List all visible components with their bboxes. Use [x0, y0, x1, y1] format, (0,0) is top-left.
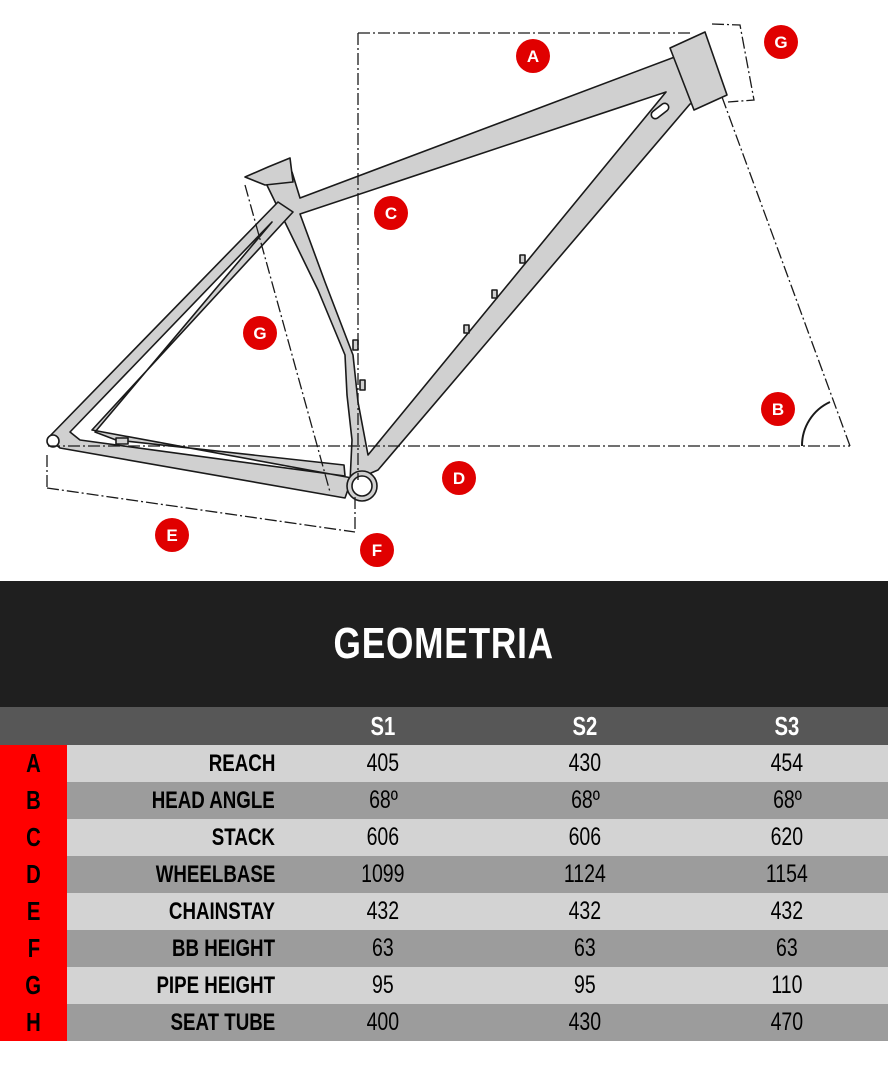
- row-value-s3: 470: [686, 1004, 888, 1041]
- label-e-badge: [155, 518, 189, 552]
- row-letter: D: [0, 856, 67, 893]
- table-row: [0, 782, 888, 819]
- row-value-s3: 63: [686, 930, 888, 967]
- bottle-boss: [492, 290, 497, 298]
- row-letter: E: [0, 893, 67, 930]
- header-empty: [0, 707, 67, 745]
- head-angle-line: [722, 97, 850, 446]
- label-c-text: C: [384, 204, 398, 223]
- row-letter: F: [0, 930, 67, 967]
- row-value-s2: 1124: [484, 856, 686, 893]
- bottle-boss: [360, 380, 365, 390]
- row-name: SEAT TUBE: [67, 1004, 282, 1041]
- geometry-title-bar: [0, 581, 888, 707]
- row-letter: C: [0, 819, 67, 856]
- row-letter: H: [0, 1004, 67, 1041]
- size-header-row: [0, 707, 888, 745]
- table-row: [0, 893, 888, 930]
- label-d-text: D: [452, 469, 466, 488]
- rear-dropout: [47, 435, 59, 447]
- table-row: [0, 1004, 888, 1041]
- row-value-s2: 68º: [484, 782, 686, 819]
- label-b-text: B: [771, 400, 785, 419]
- row-value-s3: 68º: [686, 782, 888, 819]
- header-empty: [67, 707, 282, 745]
- geometry-title: GEOMETRIA: [333, 619, 555, 668]
- row-letter: G: [0, 967, 67, 1004]
- row-value-s2: 432: [484, 893, 686, 930]
- row-name: STACK: [67, 819, 282, 856]
- table-row: [0, 856, 888, 893]
- label-g-badge: [243, 316, 277, 350]
- seat-collar: [245, 158, 293, 185]
- label-b-badge: [761, 392, 795, 426]
- bottle-boss: [464, 325, 469, 333]
- size-header-s2: S2: [572, 710, 598, 741]
- row-value-s3: 432: [686, 893, 888, 930]
- geometry-table: [0, 707, 888, 1041]
- row-value-s1: 95: [282, 967, 484, 1004]
- row-value-s2: 606: [484, 819, 686, 856]
- row-value-s2: 430: [484, 1004, 686, 1041]
- size-header-s1: S1: [370, 710, 396, 741]
- row-value-s2: 430: [484, 745, 686, 782]
- row-value-s1: 63: [282, 930, 484, 967]
- chainstay-bridge: [116, 438, 128, 444]
- row-value-s1: 400: [282, 1004, 484, 1041]
- bike-frame: [47, 32, 727, 501]
- row-value-s2: 63: [484, 930, 686, 967]
- table-row: [0, 745, 888, 782]
- row-name: REACH: [67, 745, 282, 782]
- row-value-s1: 1099: [282, 856, 484, 893]
- chainstay-line: [47, 488, 355, 532]
- row-name: CHAINSTAY: [67, 893, 282, 930]
- table-row: [0, 819, 888, 856]
- row-name: HEAD ANGLE: [67, 782, 282, 819]
- bottle-boss: [353, 340, 358, 350]
- table-row: [0, 967, 888, 1004]
- row-value-s3: 454: [686, 745, 888, 782]
- table-row: [0, 930, 888, 967]
- row-name: WHEELBASE: [67, 856, 282, 893]
- row-value-s1: 405: [282, 745, 484, 782]
- label-g-text: G: [253, 324, 267, 343]
- row-value-s3: 620: [686, 819, 888, 856]
- row-value-s2: 95: [484, 967, 686, 1004]
- row-value-s1: 432: [282, 893, 484, 930]
- label-g-top-badge: [764, 25, 798, 59]
- row-value-s1: 606: [282, 819, 484, 856]
- label-f-text: F: [371, 541, 383, 560]
- label-a-text: A: [526, 47, 540, 66]
- row-name: PIPE HEIGHT: [67, 967, 282, 1004]
- head-angle-arc: [802, 402, 830, 446]
- label-g-top-text: G: [774, 33, 788, 52]
- bottle-boss: [520, 255, 525, 263]
- label-f-badge: [360, 533, 394, 567]
- label-e-text: E: [166, 526, 178, 545]
- row-name: BB HEIGHT: [67, 930, 282, 967]
- row-value-s3: 1154: [686, 856, 888, 893]
- label-a-badge: [516, 39, 550, 73]
- size-header-s3: S3: [774, 710, 800, 741]
- row-letter: B: [0, 782, 67, 819]
- label-d-badge: [442, 461, 476, 495]
- row-value-s1: 68º: [282, 782, 484, 819]
- row-letter: A: [0, 745, 67, 782]
- row-value-s3: 110: [686, 967, 888, 1004]
- label-c-badge: [374, 196, 408, 230]
- bottom-bracket-inner: [352, 476, 372, 496]
